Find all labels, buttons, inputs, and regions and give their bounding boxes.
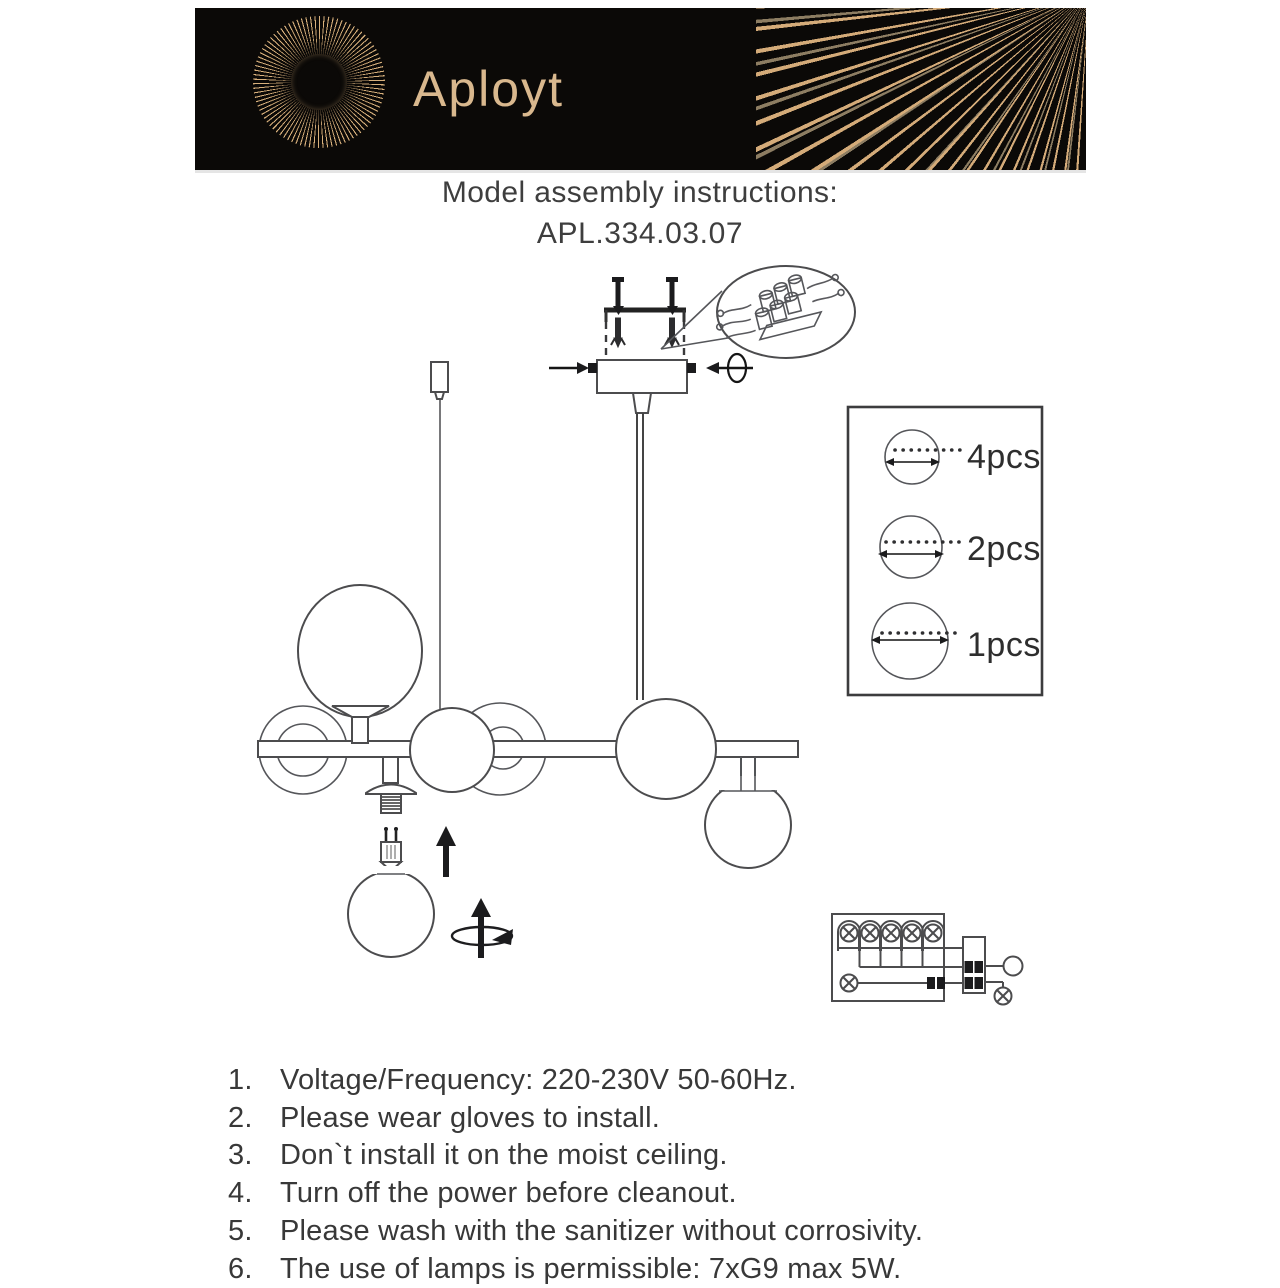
legend-sphere-2pcs [878, 516, 963, 578]
model-number: APL.334.03.07 [536, 217, 744, 250]
legend-sphere-4pcs [885, 430, 963, 484]
canopy-drawing [549, 354, 753, 413]
suspension-wire [431, 362, 448, 710]
instruction-item [228, 1100, 1088, 1138]
suspension-rod [637, 413, 643, 700]
instruction-number: 3. [228, 1139, 253, 1172]
instruction-text: Voltage/Frequency: 220-230V 50-60Hz. [280, 1064, 797, 1096]
instruction-item [228, 1175, 1088, 1213]
legend-label-1pcs: 1pcs [967, 626, 1041, 664]
legend-label-4pcs: 4pcs [967, 438, 1041, 476]
g9-bulb-icon [381, 827, 401, 871]
instruction-text: Don`t install it on the moist ceiling. [280, 1139, 728, 1172]
instruction-item [228, 1213, 1088, 1251]
legend-sphere-1pcs [871, 603, 961, 679]
up-arrow-icon [436, 826, 456, 877]
instructions-list [228, 1062, 1088, 1288]
instruction-text: Please wash with the sanitizer without corrosivity. [280, 1214, 924, 1247]
instruction-number: 6. [228, 1252, 253, 1285]
instruction-number: 5. [228, 1214, 253, 1247]
instruction-item [228, 1062, 1088, 1100]
instruction-number: 4. [228, 1177, 253, 1210]
ceiling-bracket-drawing [604, 277, 686, 358]
wiring-diagram [832, 914, 1023, 1005]
instruction-text: The use of lamps is permissible: 7xG9 max 5W. [280, 1252, 902, 1285]
instruction-text: Please wear gloves to install. [280, 1101, 660, 1134]
instruction-item [228, 1137, 1088, 1175]
instruction-number: 2. [228, 1101, 253, 1134]
instruction-text: Turn off the power before cleanout. [280, 1177, 737, 1210]
legend-label-2pcs: 2pcs [967, 530, 1041, 568]
glass-sphere-loose [348, 866, 434, 957]
brand-name: Aployt [413, 61, 564, 117]
glass-sphere-bottom-right [705, 757, 791, 868]
neutral-terminal-symbol [1004, 957, 1023, 976]
glass-sphere-center [410, 708, 494, 792]
instruction-number: 1. [228, 1064, 253, 1096]
terminal-callout-balloon [661, 265, 855, 358]
glass-sphere-right [616, 699, 716, 799]
page-title: Model assembly instructions: [441, 176, 839, 209]
instruction-item [228, 1251, 1088, 1288]
socket-fitting-drawing [366, 757, 416, 813]
glass-sphere-top-left [298, 585, 422, 743]
rotate-arrow-icon [452, 898, 513, 958]
